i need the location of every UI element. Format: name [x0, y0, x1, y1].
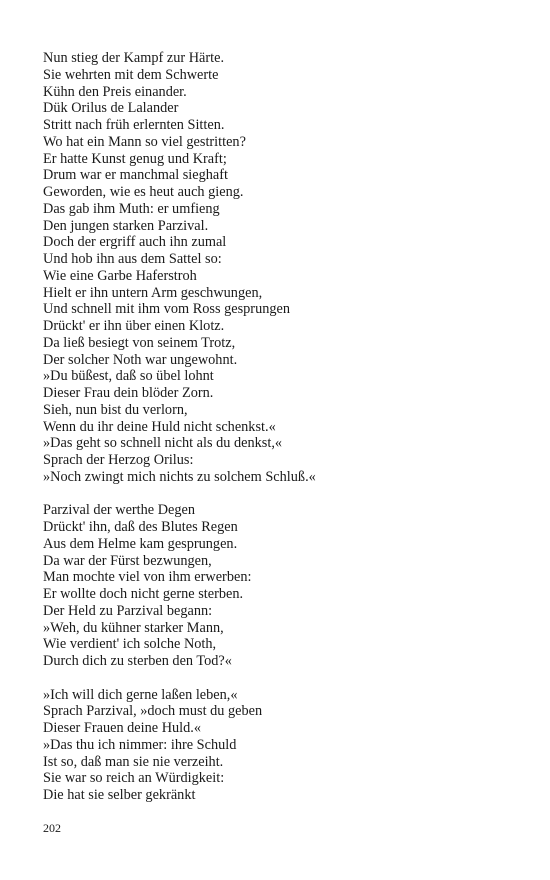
verse-line: Der Held zu Parzival begann: — [43, 602, 213, 619]
verse-line: Das gab ihm Muth: er umfieng — [43, 200, 220, 217]
verse-line: Sie war so reich an Würdigkeit: — [43, 770, 225, 787]
verse-line: Stritt nach früh erlernten Sitten. — [43, 117, 225, 133]
verse-line: Die hat sie selber gekränkt — [43, 787, 196, 803]
verse-line: »Das thu ich nimmer: ihre Schuld — [43, 736, 237, 753]
verse-line: »Weh, du kühner starker Mann, — [43, 619, 224, 636]
verse-line: Wenn du ihr deine Huld nicht schenkst.« — [43, 418, 276, 435]
verse-line: Drückt' er ihn über einen Klotz. — [43, 318, 225, 334]
verse-line: Durch dich zu sterben den Tod?« — [43, 653, 232, 669]
verse-line: Doch der ergriff auch ihn zumal — [43, 234, 227, 251]
verse-line: Und hob ihn aus dem Sattel so: — [43, 251, 222, 267]
page-number: 202 — [43, 821, 61, 835]
verse-line: Geworden, wie es heut auch gieng. — [43, 184, 244, 200]
verse-line: Dieser Frauen deine Huld.« — [43, 720, 202, 736]
verse-line: Ist so, daß man sie nie verzeiht. — [43, 753, 224, 770]
verse-line: Wo hat ein Mann so viel gestritten? — [43, 133, 246, 150]
verse-line: Man mochte viel von ihm erwerben: — [43, 569, 252, 586]
verse-line: Der solcher Noth war ungewohnt. — [43, 351, 238, 368]
verse-line: Drückt' ihn, daß des Blutes Regen — [43, 519, 238, 535]
verse-line: Da ließ besiegt von seinem Trotz, — [43, 334, 236, 351]
verse-line: Wie eine Garbe Haferstroh — [43, 267, 197, 284]
verse-line: »Ich will dich gerne laßen leben,« — [43, 686, 238, 703]
verse-line: Und schnell mit ihm vom Ross gesprungen — [43, 301, 291, 318]
verse-line: Sprach der Herzog Orilus: — [43, 452, 194, 468]
verse-line: Hielt er ihn untern Arm geschwungen, — [43, 284, 263, 301]
verse-line: Den jungen starken Parzival. — [43, 217, 209, 234]
verse-line: »Das geht so schnell nicht als du denkst,« — [43, 435, 283, 452]
poem-text — [43, 50, 523, 821]
verse-line: Sie wehrten mit dem Schwerte — [43, 66, 219, 83]
verse-line: Nun stieg der Kampf zur Härte. — [43, 50, 225, 66]
verse-line: Aus dem Helme kam gesprungen. — [43, 535, 238, 552]
verse-line: Drum war er manchmal sieghaft — [43, 167, 228, 184]
verse-line: Kühn den Preis einander. — [43, 83, 187, 100]
stanza — [43, 502, 523, 670]
stanza — [43, 687, 523, 804]
verse-line: Er wollte doch nicht gerne sterben. — [43, 586, 244, 602]
verse-line: Sprach Parzival, »doch must du geben — [43, 703, 263, 720]
verse-line: Er hatte Kunst genug und Kraft; — [43, 150, 227, 167]
verse-line: Da war der Fürst bezwungen, — [43, 552, 212, 569]
verse-line: »Noch zwingt mich nichts zu solchem Schluß.« — [43, 468, 316, 485]
verse-line: Dieser Frau dein blöder Zorn. — [43, 385, 214, 401]
verse-line: Sieh, nun bist du verlorn, — [43, 401, 188, 418]
verse-line: »Du büßest, daß so übel lohnt — [43, 368, 214, 385]
verse-line: Parzival der werthe Degen — [43, 502, 196, 519]
verse-line: Dük Orilus de Lalander — [43, 100, 179, 117]
stanza — [43, 50, 523, 486]
verse-line: Wie verdient' ich solche Noth, — [43, 636, 217, 653]
